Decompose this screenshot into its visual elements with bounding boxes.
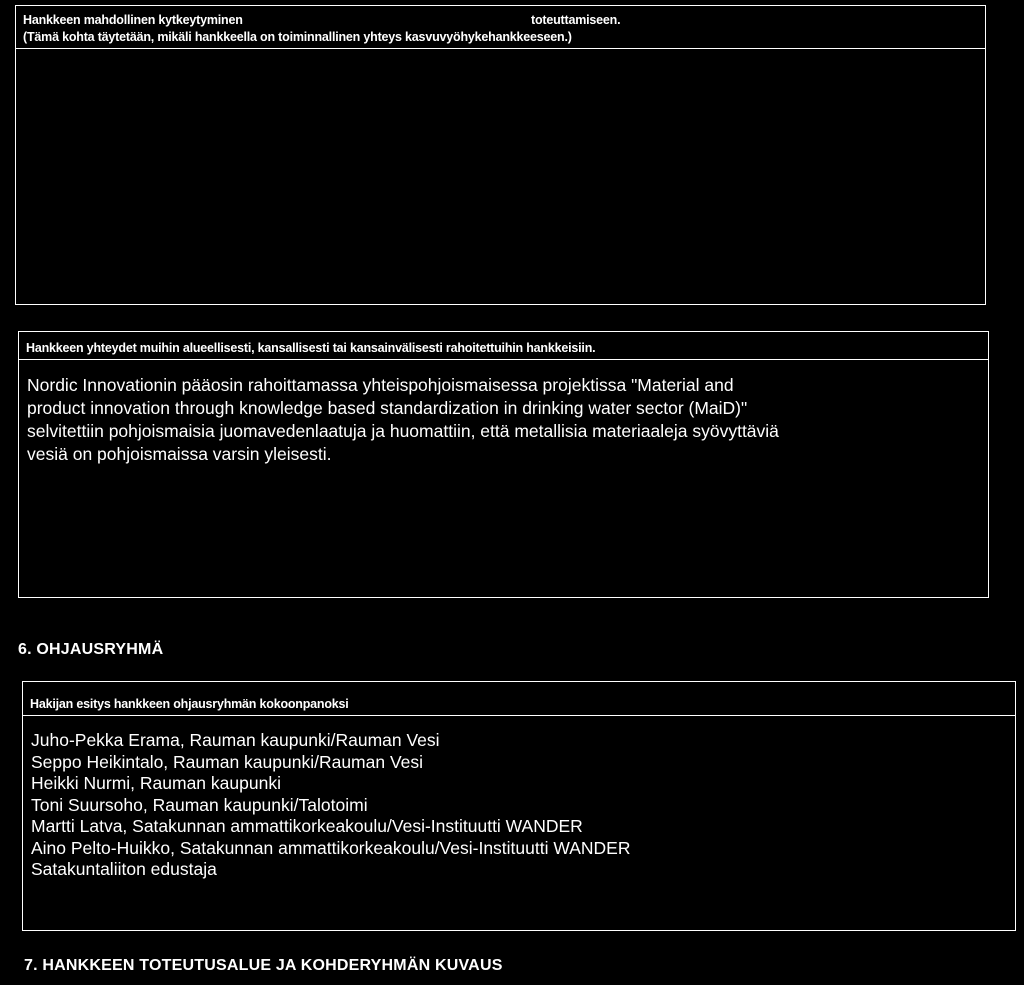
section-7-heading: 7. HANKKEEN TOTEUTUSALUE JA KOHDERYHMÄN KUVAUS: [24, 957, 503, 974]
growth-zone-link-box: [15, 5, 986, 305]
growth-zone-header-note: (Tämä kohta täytetään, mikäli hankkeella on toiminnallinen yhteys kasvuvyöhykehankkeeseen.): [23, 30, 572, 44]
growth-zone-header-right: toteuttamiseen.: [531, 13, 621, 27]
steering-group-member: Martti Latva, Satakunnan ammattikorkeakoulu/Vesi-Instituutti WANDER: [31, 816, 583, 836]
steering-group-header-text: Hakijan esitys hankkeen ohjausryhmän kokoonpanoksi: [30, 697, 349, 711]
related-projects-header: [19, 332, 988, 360]
related-projects-box: [18, 331, 989, 598]
steering-group-members: [23, 716, 1015, 881]
related-projects-header-text: Hankkeen yhteydet muihin alueellisesti, kansallisesti tai kansainvälisesti rahoitettuihin hankkeisiin.: [26, 341, 596, 355]
growth-zone-link-header: [16, 6, 985, 49]
steering-group-member: Juho-Pekka Erama, Rauman kaupunki/Rauman Vesi: [31, 730, 440, 750]
steering-group-member: Heikki Nurmi, Rauman kaupunki: [31, 773, 281, 793]
related-projects-line: selvitettiin pohjoismaisia juomavedenlaatuja ja huomattiin, että metallisia materiaaleja syövyttäviä: [27, 421, 779, 441]
related-projects-line: Nordic Innovationin pääosin rahoittamassa yhteispohjoismaisessa projektissa "Material and: [27, 375, 734, 395]
steering-group-member: Satakuntaliiton edustaja: [31, 859, 217, 879]
steering-group-member: Toni Suursoho, Rauman kaupunki/Talotoimi: [31, 794, 368, 815]
steering-group-header: [23, 682, 1015, 716]
steering-group-member: Aino Pelto-Huikko, Satakunnan ammattikorkeakoulu/Vesi-Instituutti WANDER: [31, 837, 631, 858]
section-6-heading: 6. OHJAUSRYHMÄ: [18, 641, 164, 658]
related-projects-body: [19, 360, 988, 466]
related-projects-line: vesiä on pohjoismaissa varsin yleisesti.: [27, 444, 332, 464]
growth-zone-header-left: Hankkeen mahdollinen kytkeytyminen: [23, 13, 243, 27]
steering-group-box: [22, 681, 1016, 931]
steering-group-member: Seppo Heikintalo, Rauman kaupunki/Rauman Vesi: [31, 751, 424, 772]
related-projects-line: product innovation through knowledge based standardization in drinking water sector (MaiD)": [27, 398, 748, 418]
